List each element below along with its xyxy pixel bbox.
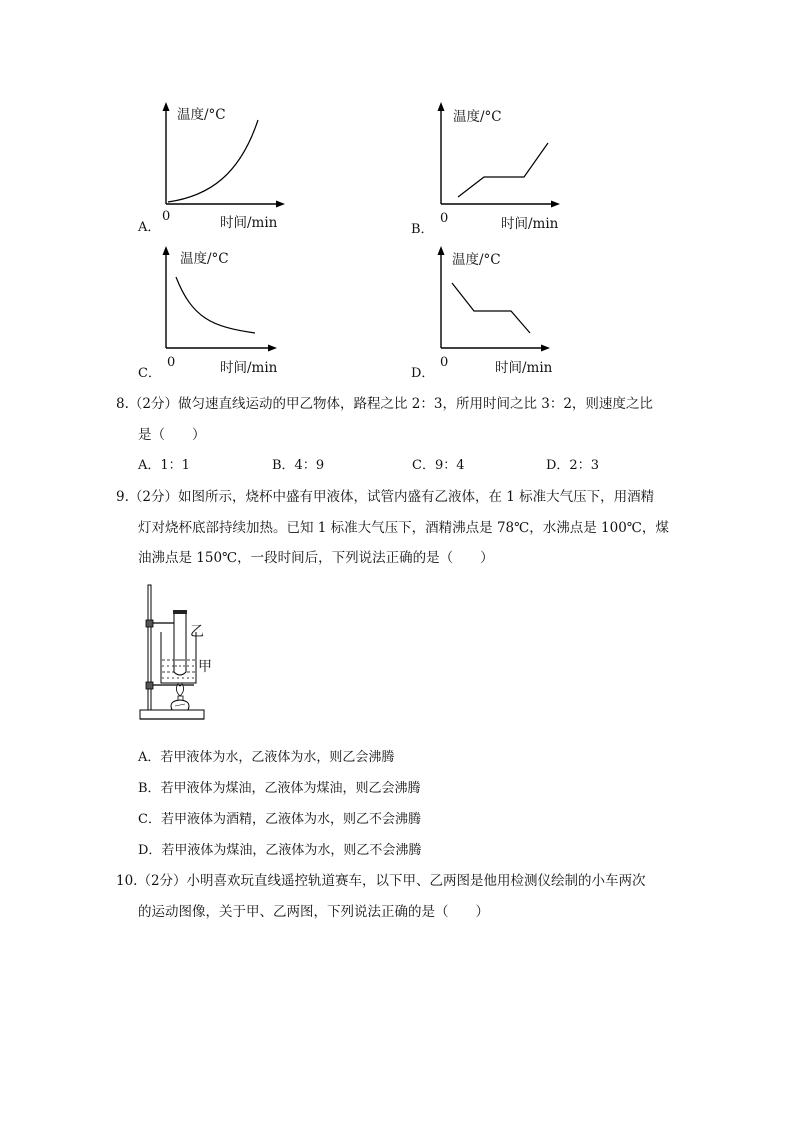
graph-d-xlabel: 时间/min — [495, 360, 553, 376]
graph-b-xlabel: 时间/min — [501, 216, 559, 232]
q9-option-d: D．若甲液体为煤油，乙液体为水，则乙不会沸腾 — [138, 843, 422, 858]
graph-c-origin: 0 — [167, 355, 176, 370]
graph-c-xlabel: 时间/min — [220, 360, 278, 376]
graph-d-curve — [452, 283, 530, 333]
q8-option-a: A．1：1 — [138, 458, 190, 473]
q10-stem-line1: 10.（2分）小明喜欢玩直线遥控轨道赛车，以下甲、乙两图是他用检测仪绘制的小车两次 — [116, 873, 646, 889]
graph-a — [130, 96, 290, 236]
graph-a-figure — [130, 96, 290, 236]
graph-c-letter: C． — [138, 366, 161, 380]
q8-option-b: B．4：9 — [272, 458, 325, 473]
graph-d-figure — [405, 240, 565, 380]
graph-a-origin: 0 — [162, 209, 171, 224]
graph-d-ylabel: 温度/°C — [452, 252, 501, 268]
graph-c-ylabel: 温度/°C — [180, 251, 229, 267]
graph-b — [405, 96, 565, 236]
graph-a-letter: A． — [138, 220, 161, 235]
q8-option-c: C．9：4 — [412, 458, 465, 473]
graph-b-curve — [458, 143, 548, 197]
q9-stem-line3: 油沸点是 150℃，一段时间后，下列说法正确的是（ ） — [138, 550, 494, 566]
q9-option-c: C．若甲液体为酒精，乙液体为水，则乙不会沸腾 — [138, 812, 421, 827]
graph-a-ylabel: 温度/°C — [177, 107, 226, 123]
graph-b-ylabel: 温度/°C — [453, 109, 502, 125]
graph-d-origin: 0 — [440, 355, 449, 370]
q8-stem-line1: 8.（2分）做匀速直线运动的甲乙物体，路程之比 2：3，所用时间之比 3：2，则速度之比 — [116, 396, 653, 412]
q9-stem-line2: 灯对烧杯底部持续加热。已知 1 标准大气压下，酒精沸点是 78℃，水沸点是 100℃，煤 — [138, 520, 669, 536]
q9-apparatus-drawing — [138, 580, 228, 732]
q9-label-yi: 乙 — [190, 624, 204, 640]
q10-stem-line2: 的运动图像，关于甲、乙两图，下列说法正确的是（ ） — [138, 904, 489, 920]
graph-b-letter: B． — [411, 222, 434, 236]
graph-c-figure — [130, 240, 290, 380]
q9-apparatus-figure — [138, 580, 228, 732]
graph-a-curve — [168, 120, 258, 202]
q9-option-a: A．若甲液体为水，乙液体为水，则乙会沸腾 — [138, 750, 395, 765]
graph-b-origin: 0 — [440, 211, 449, 226]
graph-a-xlabel: 时间/min — [220, 215, 278, 231]
q8-option-d: D．2：3 — [546, 458, 599, 473]
graph-c — [130, 240, 290, 380]
q8-stem-line2: 是（ ） — [138, 427, 206, 443]
q9-option-b: B．若甲液体为煤油，乙液体为煤油，则乙会沸腾 — [138, 781, 421, 796]
graph-c-curve — [176, 277, 255, 333]
q9-stem-line1: 9.（2分）如图所示，烧杯中盛有甲液体，试管内盛有乙液体，在 1 标准大气压下，用酒精 — [116, 489, 655, 505]
graph-d — [405, 240, 565, 380]
q9-label-jia: 甲 — [198, 659, 212, 675]
graph-b-figure — [405, 96, 565, 236]
graph-d-letter: D． — [411, 366, 435, 380]
